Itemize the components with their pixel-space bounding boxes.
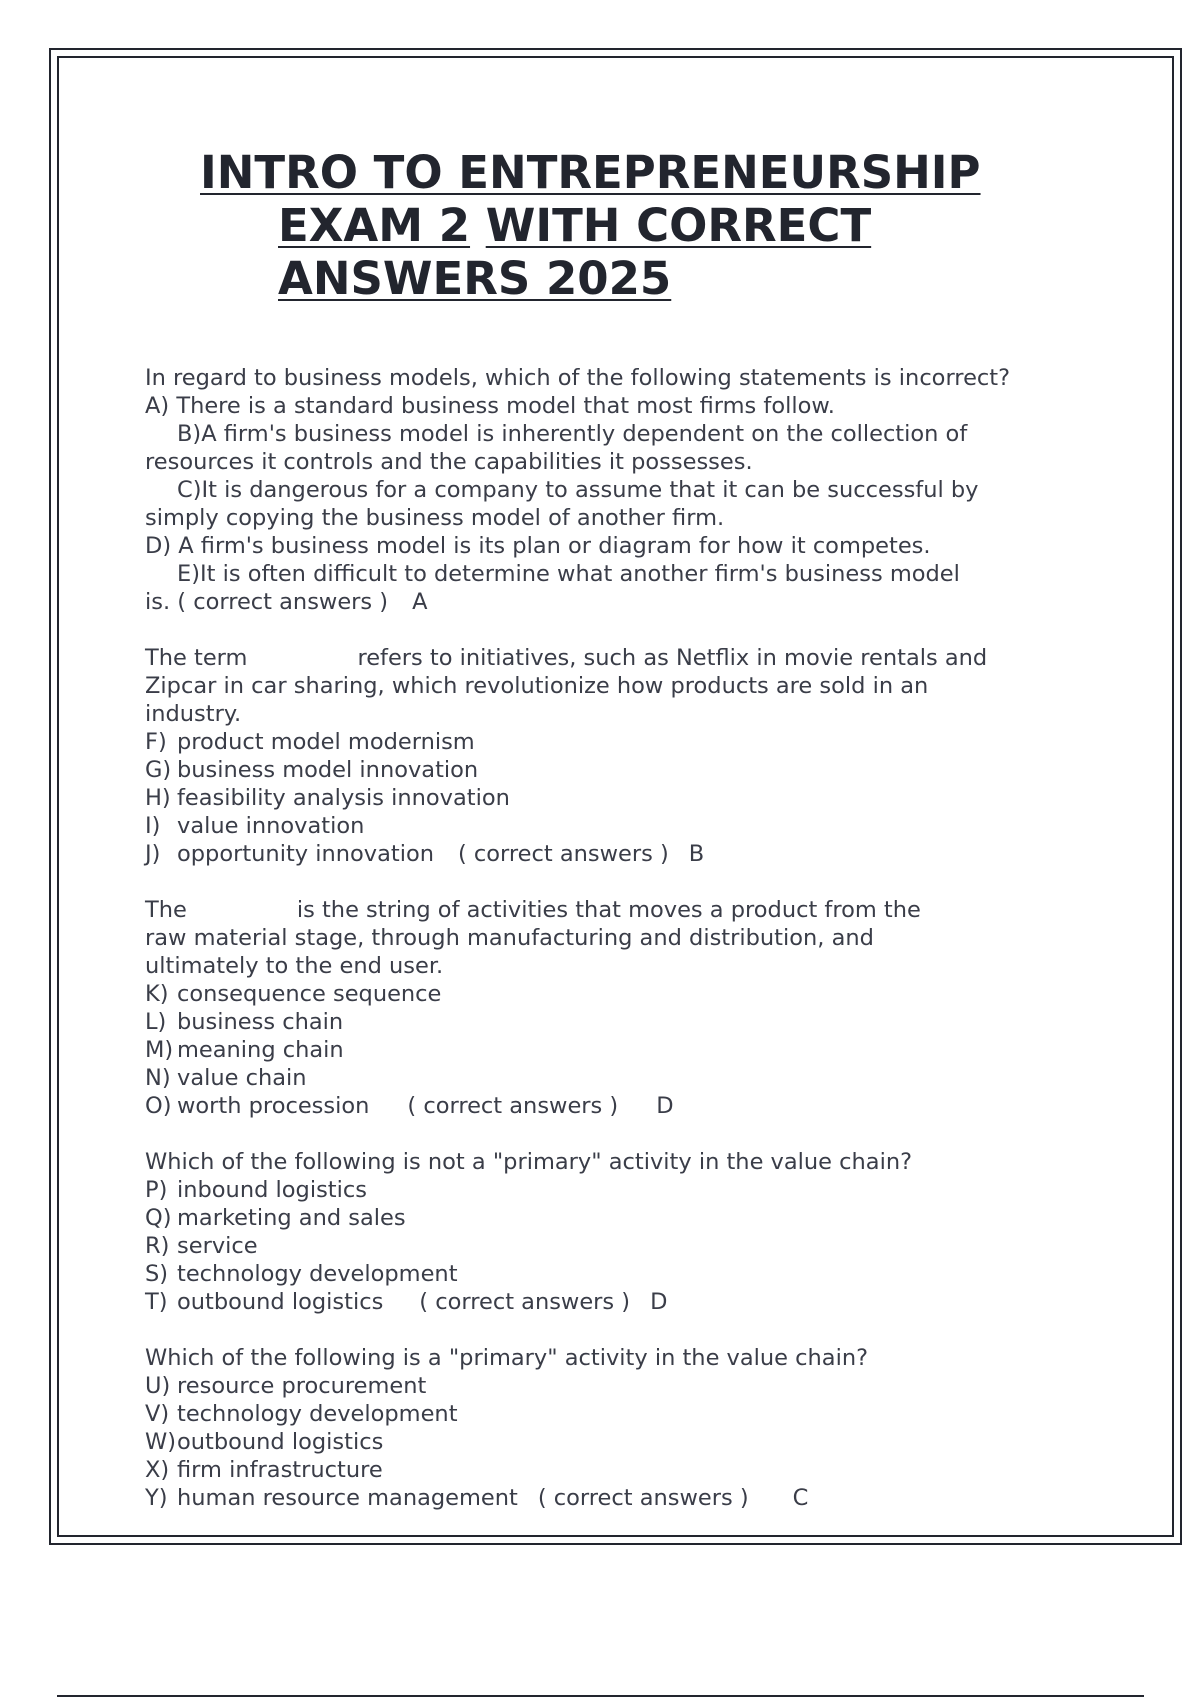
option-x — [145, 1456, 1095, 1484]
footer-divider — [57, 1695, 1144, 1697]
option-letter: W) — [145, 1429, 177, 1455]
question-4-answer: D — [650, 1289, 668, 1315]
question-3-answer: D — [656, 1093, 674, 1119]
option-letter: J) — [145, 841, 161, 867]
option-l — [145, 1008, 1095, 1036]
option-j — [145, 840, 1095, 868]
option-letter: M) — [145, 1037, 174, 1063]
question-5-answer: C — [792, 1485, 809, 1511]
option-h — [145, 784, 1095, 812]
title-line-3: ANSWERS 2025 — [278, 252, 672, 305]
option-text: product model modernism — [177, 729, 475, 755]
answer-label: ( correct answers ) — [407, 1093, 619, 1119]
option-e-continued: is. ( correct answers ) — [145, 589, 389, 615]
option-letter: S) — [145, 1261, 169, 1287]
option-text: worth procession — [177, 1093, 370, 1119]
option-s — [145, 1260, 1095, 1288]
option-text: feasibility analysis innovation — [177, 785, 510, 811]
option-n — [145, 1064, 1095, 1092]
question-2 — [145, 644, 1095, 868]
option-letter: R) — [145, 1233, 170, 1259]
option-letter: L) — [145, 1009, 167, 1035]
question-4-stem: Which of the following is not a "primary" activity in the value chain? — [145, 1149, 913, 1175]
question-3-stem-line-2: raw material stage, through manufacturing and distribution, and — [145, 925, 874, 951]
option-text: technology development — [177, 1261, 458, 1287]
questions-content — [145, 364, 1095, 1540]
question-5 — [145, 1344, 1095, 1512]
option-letter: U) — [145, 1373, 171, 1399]
answer-label: ( correct answers ) — [457, 841, 669, 867]
option-u — [145, 1372, 1095, 1400]
question-3-stem-rest: is the string of activities that moves a product from the — [296, 897, 921, 923]
answer-label: ( correct answers ) — [537, 1485, 749, 1511]
option-letter: N) — [145, 1065, 171, 1091]
option-r — [145, 1232, 1095, 1260]
option-text: technology development — [177, 1401, 458, 1427]
option-a: A) There is a standard business model that most firms follow. — [145, 393, 835, 419]
option-i — [145, 812, 1095, 840]
option-e: E)It is often difficult to determine what another firm's business model — [177, 561, 960, 587]
option-c: C)It is dangerous for a company to assume that it can be successful by — [177, 477, 979, 503]
option-y — [145, 1484, 1095, 1512]
option-text: human resource management — [177, 1485, 518, 1511]
option-text: value innovation — [177, 813, 365, 839]
title-line-2b: WITH CORRECT — [485, 199, 872, 252]
option-text: consequence sequence — [177, 981, 442, 1007]
question-2-answer: B — [688, 841, 705, 867]
question-2-stem-rest: refers to initiatives, such as Netflix in movie rentals and — [357, 645, 988, 671]
title-line-1: INTRO TO ENTREPRENEURSHIP — [200, 146, 981, 199]
option-t — [145, 1288, 1095, 1316]
question-1 — [145, 364, 1095, 616]
option-text: marketing and sales — [177, 1205, 406, 1231]
question-2-stem-line-1 — [145, 644, 1095, 672]
question-3-stem-line-1 — [145, 896, 1095, 924]
option-letter: O) — [145, 1093, 172, 1119]
option-letter: I) — [145, 813, 161, 839]
option-v — [145, 1400, 1095, 1428]
option-d: D) A firm's business model is its plan or diagram for how it competes. — [145, 533, 931, 559]
question-3-stem-line-3: ultimately to the end user. — [145, 953, 444, 979]
option-letter: X) — [145, 1457, 170, 1483]
option-text: business chain — [177, 1009, 344, 1035]
option-letter: P) — [145, 1177, 168, 1203]
option-p — [145, 1176, 1095, 1204]
option-text: outbound logistics — [177, 1289, 384, 1315]
option-o — [145, 1092, 1095, 1120]
option-text: outbound logistics — [177, 1429, 384, 1455]
option-k — [145, 980, 1095, 1008]
option-text: resource procurement — [177, 1373, 427, 1399]
option-w — [145, 1428, 1095, 1456]
option-e-continued-line — [145, 588, 1095, 616]
question-1-answer: A — [412, 589, 428, 615]
option-letter: G) — [145, 757, 172, 783]
option-b: B)A firm's business model is inherently dependent on the collection of — [177, 421, 968, 447]
question-3 — [145, 896, 1095, 1120]
option-m — [145, 1036, 1095, 1064]
option-text: service — [177, 1233, 258, 1259]
option-letter: H) — [145, 785, 171, 811]
option-letter: T) — [145, 1289, 168, 1315]
option-letter: V) — [145, 1401, 170, 1427]
option-q — [145, 1204, 1095, 1232]
option-b-continued: resources it controls and the capabilities it possesses. — [145, 449, 753, 475]
option-text: meaning chain — [177, 1037, 344, 1063]
option-text: opportunity innovation — [177, 841, 434, 867]
question-1-stem: In regard to business models, which of the following statements is incorrect? — [145, 365, 1011, 391]
option-letter: Q) — [145, 1205, 172, 1231]
question-4 — [145, 1148, 1095, 1316]
option-text: firm infrastructure — [177, 1457, 383, 1483]
question-2-stem-start: The term — [145, 645, 248, 671]
option-letter: K) — [145, 981, 169, 1007]
document-title — [200, 146, 1080, 305]
option-g — [145, 756, 1095, 784]
option-text: value chain — [177, 1065, 307, 1091]
question-5-stem: Which of the following is a "primary" activity in the value chain? — [145, 1345, 869, 1371]
option-text: inbound logistics — [177, 1177, 367, 1203]
answer-label: ( correct answers ) — [419, 1289, 631, 1315]
question-2-stem-line-3: industry. — [145, 701, 242, 727]
option-text: business model innovation — [177, 757, 479, 783]
option-letter: Y) — [145, 1485, 168, 1511]
title-line-2a: EXAM 2 — [278, 199, 471, 252]
option-letter: F) — [145, 729, 167, 755]
question-2-stem-line-2: Zipcar in car sharing, which revolutionize how products are sold in an — [145, 673, 929, 699]
option-c-continued: simply copying the business model of another firm. — [145, 505, 725, 531]
option-f — [145, 728, 1095, 756]
question-3-stem-start: The — [145, 897, 187, 923]
